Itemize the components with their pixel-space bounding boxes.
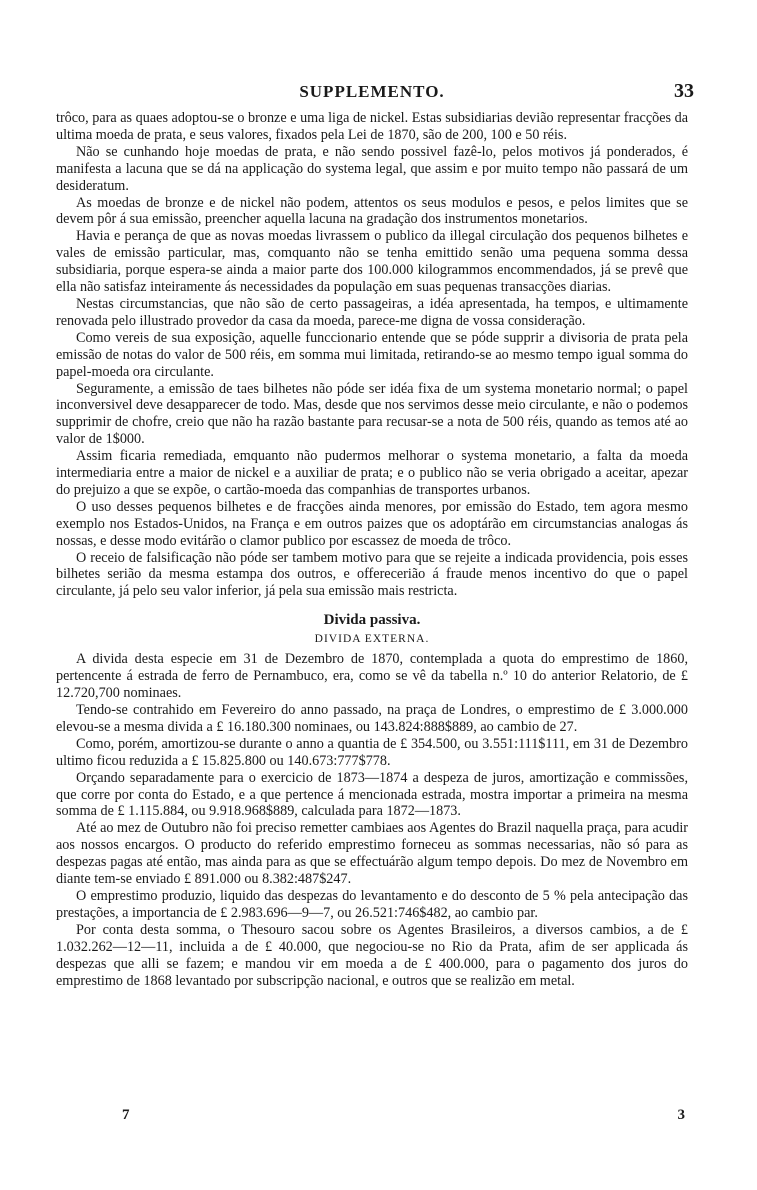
paragraph: trôco, para as quaes adoptou-se o bronze e uma liga de nickel. Estas subsidiarias devião representar fracções da ultima moeda de prata, e seus valores, fixados pela Lei de 1870, são de 200, 100 e 50 réis. [56,110,688,143]
paragraph: Tendo-se contrahido em Fevereiro do anno passado, na praça de Londres, o emprestimo de £ 3.000.000 elevou-se a mesma divida a £ 16.180.300 nominaes, ou 143.824:888$889, ao cambio de 27. [56,702,688,735]
document-page [56,80,694,989]
paragraph: Orçando separadamente para o exercicio de 1873—1874 a despeza de juros, amortização e commissões, que corre por conta do Estado, e a que pertence á mencionada estrada, mostra importar a primeira na mesma somma de £ 1.115.884, ou 9.918.968$889, calculada para 1872—1873. [56,769,688,820]
paragraph: Como, porém, amortizou-se durante o anno a quantia de £ 354.500, ou 3.551:111$111, em 31 de Dezembro ultimo ficou reduzida a £ 15.825.800 ou 140.673:777$778. [56,735,688,769]
signature-mark-right: 3 [677,1107,685,1123]
paragraph: Até ao mez de Outubro não foi preciso remetter cambiaes aos Agentes do Brazil naquella praça, para acudir aos nossos encargos. O producto do referido emprestimo forneceu as sommas necessarias, não só para as despezas pagas até então, mas ainda para as que se effectuárão algum tempo depois. Do mez de Novembro em diante tem-se enviado £ 891.000 ou 8.382:487$247. [56,820,688,888]
paragraph: Assim ficaria remediada, emquanto não pudermos melhorar o systema monetario, a falta da moeda intermediaria entre a maior de nickel e a auxiliar de prata; e o publico não se veria obrigado a aceitar, apezar do prejuizo a que se expõe, o cartão-moeda das companhias de transportes urbanos. [56,448,688,498]
paragraph: Não se cunhando hoje moedas de prata, e não sendo possivel fazê-lo, pelos motivos já ponderados, é manifesta a lacuna que se dá na applicação do systema legal, que assim e por muito tempo não passará de um desideratum. [56,143,688,194]
paragraph: Seguramente, a emissão de taes bilhetes não póde ser idéa fixa de um systema monetario normal; o papel inconversivel deve desapparecer de todo. Mas, desde que nos servimos desse meio circulante, e não o podemos supprimir de chofre, creio que não ha razão bastante para recusar-se a nota de 500 réis, quando as temos até ao valor de 1$000. [56,380,688,448]
paragraph: O uso desses pequenos bilhetes e de fracções ainda menores, por emissão do Estado, tem agora mesmo exemplo nos Estados-Unidos, na França e em outros paizes que os adoptárão em circumstancias analogas ás nossas, e desse modo evitárão o clamor publico por escassez de moeda de trôco. [56,498,688,549]
body-text-top [56,110,688,600]
page-header [56,80,694,110]
running-title: SUPPLEMENTO. [299,82,445,101]
subsection-title: DIVIDA EXTERNA. [314,633,430,646]
section-title: Divida passiva. [323,612,421,629]
paragraph: Por conta desta somma, o Thesouro sacou sobre os Agentes Brasileiros, a diversos cambios, a de £ 1.032.262—12—11, incluida a de £ 40.000, que negociou-se no Rio da Prata, afim de ser applicada ás despezas que alli se fazem; e mandou vir em moeda a de £ 400.000, para o pagamento dos juros do emprestimo de 1868 levantado por subscripção nacional, e outros que se realizão em metal. [56,921,688,989]
body-text-bottom [56,651,688,989]
paragraph: Nestas circumstancias, que não são de certo passageiras, a idéa apresentada, ha tempos, e ultimamente renovada pelo illustrado provedor da casa da moeda, parece-me digna de vossa consideração. [56,295,688,329]
paragraph: As moedas de bronze e de nickel não podem, attentos os seus modulos e pesos, e pelos limites que se devem pôr á sua emissão, preencher aquella lacuna na gradação dos instrumentos monetarios. [56,194,688,228]
page-number: 33 [674,80,694,102]
signature-mark-left: 7 [122,1107,130,1123]
paragraph: Como vereis de sua exposição, aquelle funccionario entende que se póde supprir a divisoria de prata pela emissão de notas do valor de 500 réis, em somma mui limitada, retirando-se ao mesmo tempo igual somma do papel-moeda ora circulante. [56,329,688,380]
paragraph: Havia e perança de que as novas moedas livrassem o publico da illegal circulação dos pequenos bilhetes e vales de emissão particular, mas, comquanto não se tenha emittido senão uma pequena somma dessa subsidiaria, porque espera-se ainda a maior parte dos 100.000 kilogrammos encommendados, já se prevê que ella não satisfaz inteiramente ás necessidades da população em suas pequenas transacções diarias. [56,228,688,296]
paragraph: A divida desta especie em 31 de Dezembro de 1870, contemplada a quota do emprestimo de 1860, pertencente á estrada de ferro de Pernambuco, era, como se vê da tabella n.º 10 do anterior Relatorio, de £ 12.720,700 nominaes. [56,651,688,702]
page-footer [62,1107,685,1127]
paragraph: O receio de falsificação não póde ser tambem motivo para que se rejeite a indicada providencia, pois esses bilhetes serião da mesma estampa dos outros, e offerecerião á fraude menos incentivo do que o papel circulante, já pelo seu valor inferior, já pela sua emissão mais restricta. [56,549,688,600]
paragraph: O emprestimo produzio, liquido das despezas do levantamento e do desconto de 5 % pela antecipação das prestações, a importancia de £ 2.983.696—9—7, ou 26.521:746$482, ao cambio par. [56,887,688,921]
